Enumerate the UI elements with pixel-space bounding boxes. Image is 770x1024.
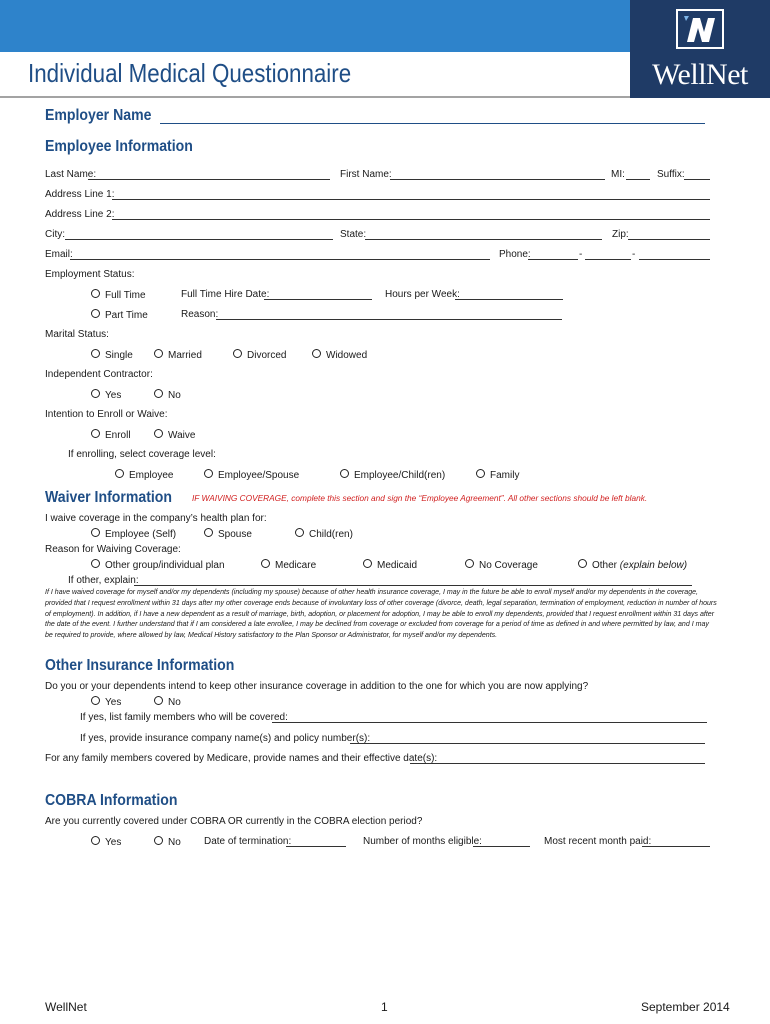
company-names-field[interactable] xyxy=(350,743,705,744)
mi-field[interactable] xyxy=(626,179,650,180)
cobra-yes-radio[interactable]: Yes xyxy=(91,836,121,848)
zip-field[interactable] xyxy=(628,239,710,240)
state-label: State: xyxy=(340,229,367,240)
termination-date-field[interactable] xyxy=(286,846,346,847)
coverage-level-label: If enrolling, select coverage level: xyxy=(68,449,216,460)
first-name-label: First Name: xyxy=(340,169,392,180)
radio-circle-icon xyxy=(154,389,163,398)
explain-below-hint: (explain below) xyxy=(619,560,688,571)
married-radio[interactable]: Married xyxy=(154,349,202,361)
employer-name-field[interactable] xyxy=(160,123,705,124)
cobra-no-radio[interactable]: No xyxy=(154,836,181,848)
page-number: 1 xyxy=(381,1000,388,1014)
page-title: Individual Medical Questionnaire xyxy=(28,58,352,88)
waiver-fine-print: If I have waived coverage for myself and/or my dependents (including my spouse) because of other health insurance coverage, I may in the future be able to enroll myself and/or my dependents in the coverage, provided that I request enrollment within 31 days after my other coverage ends because of involuntary loss of other coverage (divorce, death, legal separation, termination of employment, reduction in number of hours of employment). In addition, if I have a new dependent as a result of marriage, birth, adoption, or placement for adoption, I may be able to enroll my dependents, provided that I request enrollment within 31 days after the date of the event. I further understand that if I am considered a late enrollee, I may be declined from coverage or excluded from coverage for a period of time as defined in and where permitted by law, and I may be required to provide, where allowed by law, Medical History satisfactory to the Plan Sponsor or Administrator, for myself and/or my dependents. xyxy=(45,589,717,640)
cobra-heading: COBRA Information xyxy=(45,792,178,809)
phone-separator: - xyxy=(632,249,636,260)
widowed-radio[interactable]: Widowed xyxy=(312,349,367,361)
other-insurance-heading: Other Insurance Information xyxy=(45,657,235,674)
waiver-heading: Waiver Information xyxy=(45,489,172,506)
marital-status-label: Marital Status: xyxy=(45,329,109,340)
family-members-label: If yes, list family members who will be covered: xyxy=(80,712,288,723)
first-name-field[interactable] xyxy=(390,179,605,180)
radio-circle-icon xyxy=(115,469,124,478)
company-names-label: If yes, provide insurance company name(s) and policy number(s): xyxy=(80,733,371,744)
recent-month-label: Most recent month paid: xyxy=(544,836,652,847)
footer-date: September 2014 xyxy=(641,1000,730,1014)
hire-date-label: Full Time Hire Date: xyxy=(181,289,270,300)
reason-field[interactable] xyxy=(216,319,562,320)
radio-circle-icon xyxy=(91,349,100,358)
radio-circle-icon xyxy=(91,836,100,845)
radio-circle-icon xyxy=(476,469,485,478)
cobra-question: Are you currently covered under COBRA OR currently in the COBRA election period? xyxy=(45,816,423,827)
radio-circle-icon xyxy=(578,559,587,568)
enroll-radio[interactable]: Enroll xyxy=(91,429,131,441)
radio-circle-icon xyxy=(91,696,100,705)
radio-circle-icon xyxy=(261,559,270,568)
suffix-field[interactable] xyxy=(684,179,710,180)
termination-date-label: Date of termination: xyxy=(204,836,292,847)
other-insurance-yes-radio[interactable]: Yes xyxy=(91,696,121,708)
radio-circle-icon xyxy=(340,469,349,478)
contractor-no-radio[interactable]: No xyxy=(154,389,181,401)
radio-circle-icon xyxy=(312,349,321,358)
reason-other-group-radio[interactable]: Other group/individual plan xyxy=(91,559,225,571)
radio-circle-icon xyxy=(295,528,304,537)
coverage-family-radio[interactable]: Family xyxy=(476,469,519,481)
reason-medicaid-radio[interactable]: Medicaid xyxy=(363,559,417,571)
waiver-reason-label: Reason for Waiving Coverage: xyxy=(45,544,181,555)
header-band xyxy=(0,0,630,52)
radio-circle-icon xyxy=(154,836,163,845)
phone-prefix-field[interactable] xyxy=(585,259,631,260)
wellnet-n-icon xyxy=(675,8,725,50)
suffix-label: Suffix: xyxy=(657,169,685,180)
months-eligible-label: Number of months eligible: xyxy=(363,836,482,847)
address2-label: Address Line 2: xyxy=(45,209,115,220)
part-time-radio[interactable]: Part Time xyxy=(91,309,148,321)
medicare-members-label: For any family members covered by Medicare, provide names and their effective date(s): xyxy=(45,753,438,764)
last-name-field[interactable] xyxy=(88,179,330,180)
reason-label: Reason: xyxy=(181,309,219,320)
phone-separator: - xyxy=(579,249,583,260)
radio-circle-icon xyxy=(91,289,100,298)
address1-field[interactable] xyxy=(112,199,710,200)
reason-other-radio[interactable]: Other (explain below) xyxy=(578,559,687,571)
coverage-children-radio[interactable]: Employee/Child(ren) xyxy=(340,469,445,481)
radio-circle-icon xyxy=(204,469,213,478)
waive-spouse-radio[interactable]: Spouse xyxy=(204,528,252,540)
waive-for-label: I waive coverage in the company’s health plan for: xyxy=(45,513,267,524)
phone-line-field[interactable] xyxy=(639,259,710,260)
city-field[interactable] xyxy=(65,239,333,240)
other-insurance-question: Do you or your dependents intend to keep other insurance coverage in addition to the one for which you are now applying? xyxy=(45,681,589,692)
intention-label: Intention to Enroll or Waive: xyxy=(45,409,168,420)
email-label: Email: xyxy=(45,249,73,260)
divorced-radio[interactable]: Divorced xyxy=(233,349,286,361)
hire-date-field[interactable] xyxy=(264,299,372,300)
radio-circle-icon xyxy=(363,559,372,568)
address1-label: Address Line 1: xyxy=(45,189,115,200)
city-label: City: xyxy=(45,229,65,240)
waive-radio[interactable]: Waive xyxy=(154,429,195,441)
medicare-members-field[interactable] xyxy=(410,763,705,764)
recent-month-field[interactable] xyxy=(642,846,710,847)
other-insurance-no-radio[interactable]: No xyxy=(154,696,181,708)
employer-name-label: Employer Name xyxy=(45,107,152,124)
full-time-radio[interactable]: Full Time xyxy=(91,289,146,301)
radio-circle-icon xyxy=(154,429,163,438)
radio-circle-icon xyxy=(91,309,100,318)
contractor-label: Independent Contractor: xyxy=(45,369,153,380)
reason-medicare-radio[interactable]: Medicare xyxy=(261,559,316,571)
months-eligible-field[interactable] xyxy=(473,846,530,847)
radio-circle-icon xyxy=(91,429,100,438)
radio-circle-icon xyxy=(465,559,474,568)
hours-label: Hours per Week: xyxy=(385,289,460,300)
mi-label: MI: xyxy=(611,169,625,180)
radio-circle-icon xyxy=(91,559,100,568)
employee-info-heading: Employee Information xyxy=(45,138,193,155)
radio-circle-icon xyxy=(233,349,242,358)
reason-no-coverage-radio[interactable]: No Coverage xyxy=(465,559,538,571)
waive-children-radio[interactable]: Child(ren) xyxy=(295,528,353,540)
phone-area-field[interactable] xyxy=(528,259,578,260)
coverage-employee-radio[interactable]: Employee xyxy=(115,469,173,481)
contractor-yes-radio[interactable]: Yes xyxy=(91,389,121,401)
logo-text: WellNet xyxy=(652,58,748,91)
footer-brand: WellNet xyxy=(45,1000,87,1014)
radio-circle-icon xyxy=(91,528,100,537)
wellnet-logo xyxy=(630,0,770,98)
family-members-field[interactable] xyxy=(272,722,707,723)
waiver-note: IF WAIVING COVERAGE, complete this section and sign the “Employee Agreement”. All other sections should be left blank. xyxy=(192,493,648,503)
radio-circle-icon xyxy=(204,528,213,537)
radio-circle-icon xyxy=(154,349,163,358)
radio-circle-icon xyxy=(154,696,163,705)
radio-circle-icon xyxy=(91,389,100,398)
hours-field[interactable] xyxy=(455,299,563,300)
employment-status-label: Employment Status: xyxy=(45,269,135,280)
single-radio[interactable]: Single xyxy=(91,349,133,361)
address2-field[interactable] xyxy=(112,219,710,220)
state-field[interactable] xyxy=(365,239,602,240)
last-name-label: Last Name: xyxy=(45,169,97,180)
zip-label: Zip: xyxy=(612,229,629,240)
waive-self-radio[interactable]: Employee (Self) xyxy=(91,528,176,540)
if-other-field[interactable] xyxy=(134,585,692,586)
coverage-spouse-radio[interactable]: Employee/Spouse xyxy=(204,469,299,481)
if-other-label: If other, explain: xyxy=(68,575,139,586)
phone-label: Phone: xyxy=(499,249,531,260)
email-field[interactable] xyxy=(70,259,490,260)
